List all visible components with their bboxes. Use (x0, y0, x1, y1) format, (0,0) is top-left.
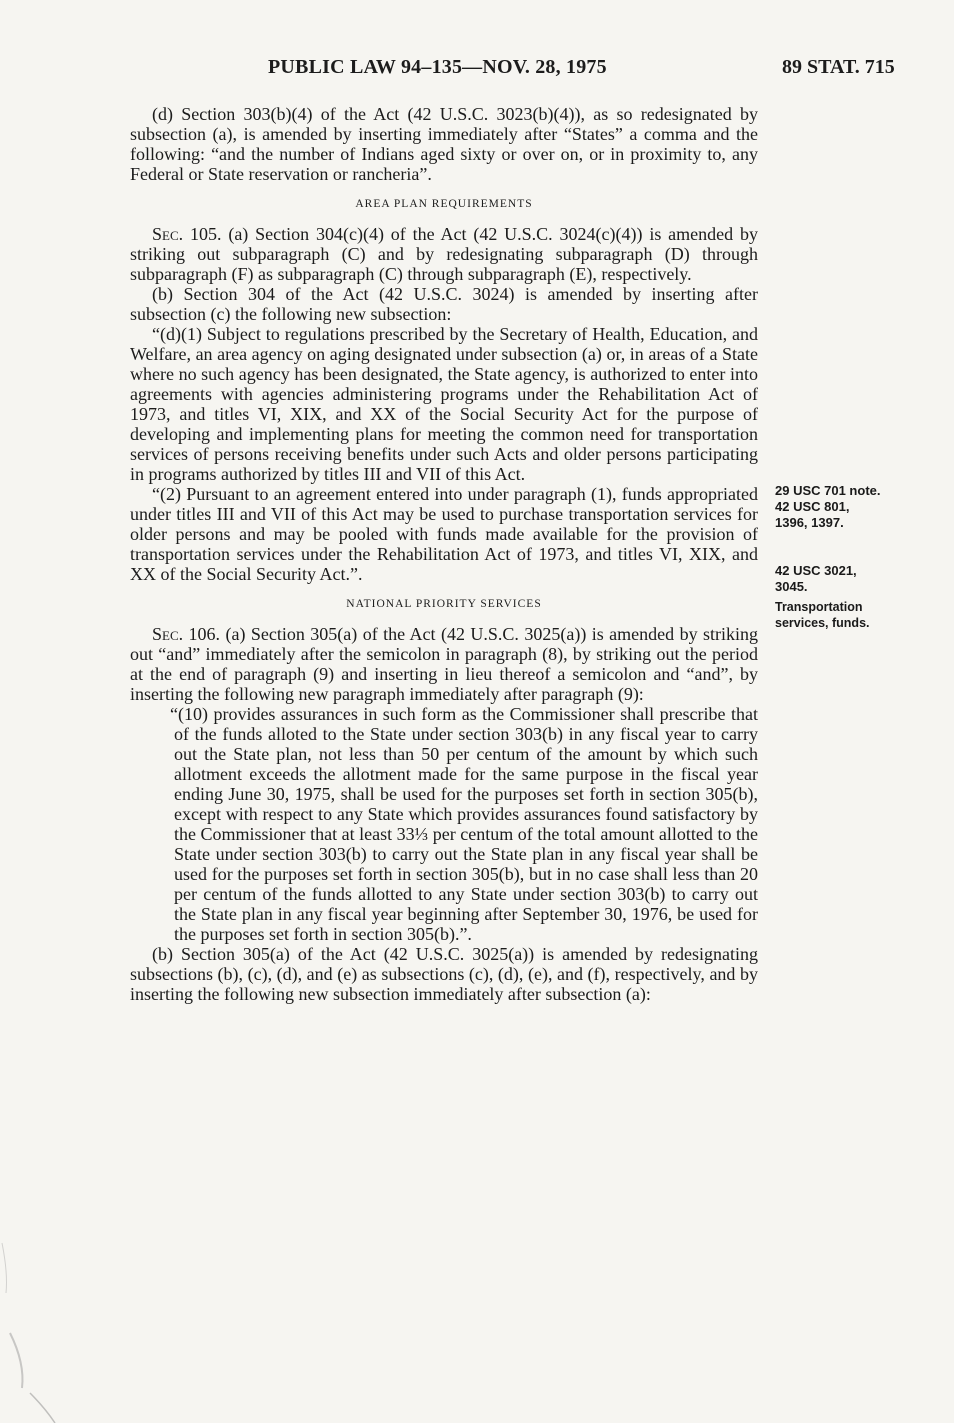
margin-note-line: 1396, 1397. (775, 515, 844, 530)
statute-page-number: 89 STAT. 715 (782, 56, 895, 78)
margin-note-line: 3045. (775, 579, 808, 594)
margin-note-usc-3021 (775, 563, 945, 595)
paragraph-sec-105-a (130, 224, 758, 284)
paper-smudge-marks (0, 1123, 80, 1423)
paragraph-sec-106-b: (b) Section 305(a) of the Act (42 U.S.C. 3025(a)) is amended by redesignating subsections (b), (c), (d), and (e) as subsections (c), (d), (e), and (f), respectively, and by inserting the following new subsection immediately after subsection (a): (130, 944, 758, 1004)
main-text (130, 104, 758, 1004)
paragraph-text: 105. (a) Section 304(c)(4) of the Act (42 U.S.C. 3024(c)(4)) is amended by striking out subparagraph (C) and by redesignating subparagraph (D) through subparagraph (F) as subparagraph (C) through subparagraph (E), respectively. (130, 224, 758, 284)
page-header (0, 56, 954, 82)
margin-note-transportation (775, 599, 945, 631)
margin-note-line: services, funds. (775, 616, 870, 630)
paragraph-subsection-d-2: “(2) Pursuant to an agreement entered into under paragraph (1), funds appropriated under titles III and VII of this Act may be used to purchase transportation services for older persons and may be pooled with funds made available for the provision of transportation services under the Rehabilitation Act of 1973, and titles VI, XIX, and XX of the Social Security Act.”. (130, 484, 758, 584)
paragraph-subsection-d-1: “(d)(1) Subject to regulations prescribed by the Secretary of Health, Education, and Welfare, an area agency on aging designated under subsection (a) or, in areas of a State where no such agency has been designated, the State agency, is authorized to enter into agreements with agencies administering programs under the Rehabilitation Act of 1973, and titles VI, XIX, and XX of the Social Security Act for the purpose of developing and implementing plans for meeting the common need for transportation services of persons receiving benefits under such Acts and older persons participating in programs authorized by titles III and VII of this Act. (130, 324, 758, 484)
heading-area-plan-requirements: AREA PLAN REQUIREMENTS (355, 198, 533, 210)
section-label: Sec. (152, 224, 184, 244)
paragraph-sec-105-b: (b) Section 304 of the Act (42 U.S.C. 3024) is amended by inserting after subsection (c) the following new subsection: (130, 284, 758, 324)
paragraph-text: 106. (a) Section 305(a) of the Act (42 U.S.C. 3025(a)) is amended by striking out “and” immediately after the semicolon in paragraph (8), by striking out the period at the end of paragraph (9) and inserting in lieu thereof a semicolon and “and”, by inserting the following new paragraph immediately after paragraph (9): (130, 624, 758, 704)
margin-note-line: 29 USC 701 note. (775, 483, 881, 498)
margin-note-line: 42 USC 801, (775, 499, 850, 514)
margin-note-line: 42 USC 3021, (775, 563, 857, 578)
paragraph-clause-10: “(10) provides assurances in such form as the Commissioner shall prescribe that of the funds alloted to the State under section 303(b) in any fiscal year to carry out the State plan, not less than 50 per centum of the amount by which such allotment exceeds the allotment made for the same purpose in the fiscal year ending June 30, 1975, shall be used for the purposes set forth in section 305(b), except with respect to any State which provides assurances found satisfactory by the Commissioner that at least 33⅓ per centum of the total amount allotted to the State under section 303(b) to carry out the State plan in any fiscal year shall be used for the purposes set forth in section 305(b), but in no case shall less than 20 per centum of the funds allotted to any State under section 303(b) to carry out the State plan in any fiscal year beginning after September 30, 1976, be used for the purposes set forth in section 305(b).”. (170, 704, 758, 944)
margin-note-line: Transportation (775, 600, 863, 614)
heading-national-priority-services: NATIONAL PRIORITY SERVICES (346, 598, 542, 610)
section-label: Sec. (152, 624, 184, 644)
paragraph-sec-106-a (130, 624, 758, 704)
margin-note-citations (775, 483, 945, 531)
paragraph-sec-104-d: (d) Section 303(b)(4) of the Act (42 U.S.C. 3023(b)(4)), as so redesignated by subsection (a), is amended by inserting immediately after “States” a comma and the following: “and the number of Indians aged sixty or over on, or in proximity to, any Federal or State reservation or rancheria”. (130, 104, 758, 184)
header-title: PUBLIC LAW 94–135—NOV. 28, 1975 (268, 56, 607, 78)
